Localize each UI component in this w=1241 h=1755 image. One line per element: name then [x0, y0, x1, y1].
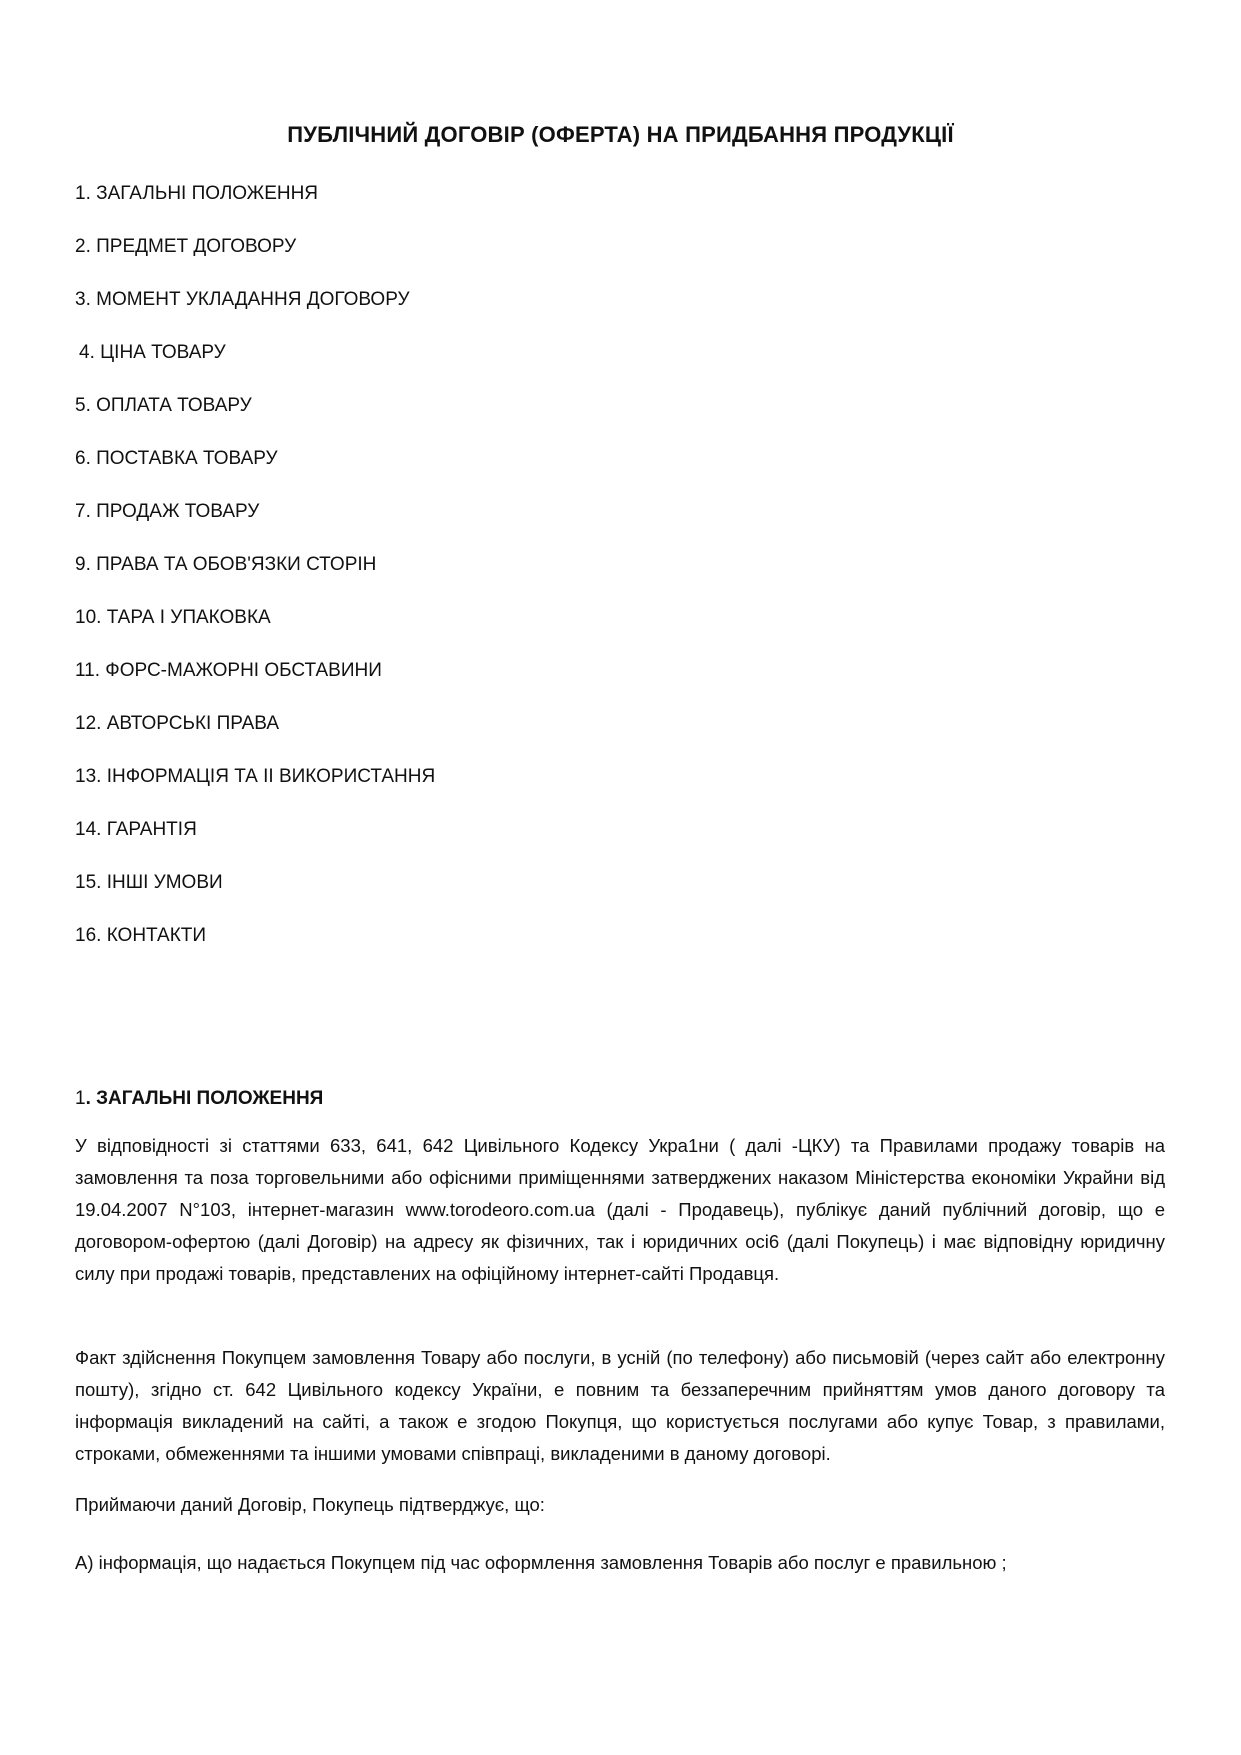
- section-heading-text: . ЗАГАЛЬНІ ПОЛОЖЕННЯ: [85, 1088, 324, 1109]
- toc-item: 9. ПРАВА ТА ОБОВ'ЯЗКИ СТОРІН: [75, 554, 377, 575]
- toc-item: 3. МОМЕНТ УКЛАДАННЯ ДОГОВОРУ: [75, 289, 410, 310]
- toc-item: 5. ОПЛАТА ТОВАРУ: [75, 395, 252, 416]
- section-number: 1: [75, 1088, 86, 1109]
- toc-item: 16. КОНТАКТИ: [75, 925, 207, 946]
- toc-item: 6. ПОСТАВКА ТОВАРУ: [75, 448, 278, 469]
- paragraph: Факт здійснення Покупцем замовлення Товару або послуги, в усній (по телефону) або письмовій (через сайт або електронну пошту), згідно ст. 642 Цивільного кодексу України, е повним та беззаперечним прийняттям умов даного договору та інформація викладений на сайті, а також е згодою Покупця, що користується послугами або купує Товар, з правилами, строками, обмеженнями та іншими умовами співпраці, викладеними в даному договорі.: [75, 1347, 1165, 1464]
- toc-item: 13. ІНФОРМАЦІЯ ТА ІІ ВИКОРИСТАННЯ: [75, 766, 436, 787]
- toc-item: 10. ТАРА І УПАКОВКА: [75, 607, 271, 628]
- toc-item: 11. ФОРС-МАЖОРНІ ОБСТАВИНИ: [75, 660, 382, 681]
- toc-item: 14. ГАРАНТІЯ: [75, 819, 197, 840]
- toc-item: 12. АВТОРСЬКІ ПРАВА: [75, 713, 280, 734]
- toc-item: 1. ЗАГАЛЬНІ ПОЛОЖЕННЯ: [75, 183, 319, 204]
- toc-item: 4. ЦІНА ТОВАРУ: [79, 342, 226, 363]
- table-of-contents: [75, 182, 435, 977]
- toc-item: 2. ПРЕДМЕТ ДОГОВОРУ: [75, 236, 297, 257]
- toc-item: 15. ІНШІ УМОВИ: [75, 872, 223, 893]
- paragraph: У відповідності зі статтями 633, 641, 642 Цивільного Кодексу Укра1ни ( далі -ЦКУ) та Правилами продажу товарів на замовлення та поза торговельними або офісними приміщеннями затверджених наказом Міністерства економіки Украйни від 19.04.2007 N°103, інтернет-магазин www.torodeoro.com.ua (далі - Продавець), публікує даний публічний договір, що е договором-офертою (далі Договір) на адресу як фізичних, так і юридичних осі6 (далі Покупець) і має відповідну юридичну силу при продажі товарів, представлених на офіційному інтернет-сайті Продавця.: [75, 1135, 1165, 1284]
- section-heading: [75, 1088, 323, 1110]
- paragraph: А) інформація, що надається Покупцем під час оформлення замовлення Товарів або послуг е правильною ;: [75, 1552, 1007, 1573]
- paragraph: Приймаючи даний Договір, Покупець підтверджує, що:: [75, 1494, 545, 1515]
- document-title: ПУБЛІЧНИЙ ДОГОВІР (ОФЕРТА) НА ПРИДБАННЯ ПРОДУКЦІЇ: [287, 122, 954, 147]
- toc-item: 7. ПРОДАЖ ТОВАРУ: [75, 501, 260, 522]
